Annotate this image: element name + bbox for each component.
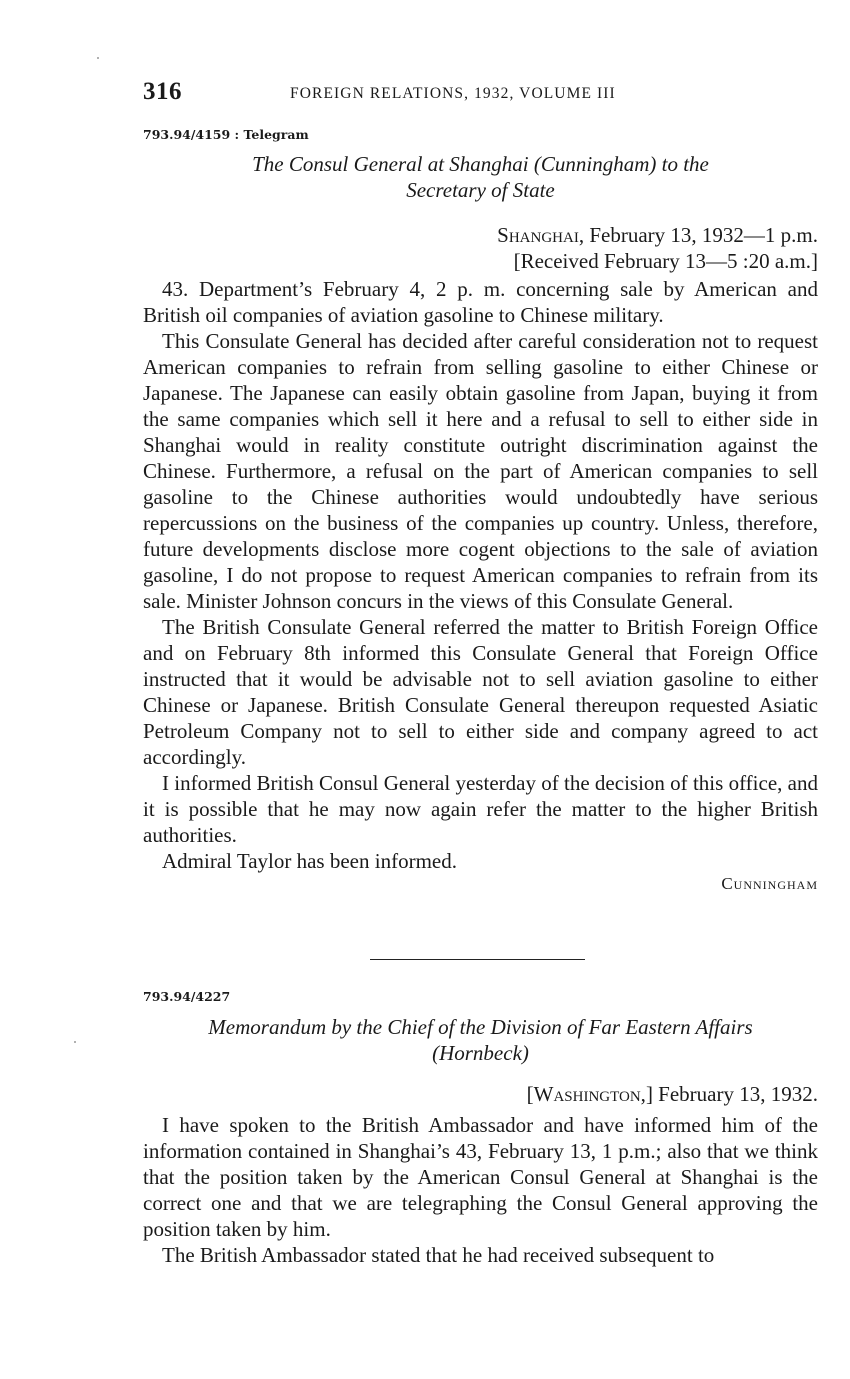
scan-speck [74, 1041, 76, 1043]
page-number: 316 [143, 78, 182, 105]
doc1-title [143, 151, 818, 203]
doc2-dateline [143, 1081, 818, 1107]
doc2-dateline-open: [ [526, 1082, 534, 1106]
scan-speck [97, 57, 99, 59]
doc1-title-line2: Secretary of State [406, 178, 555, 202]
doc2-body [143, 1112, 818, 1268]
doc2-title [143, 1014, 818, 1066]
doc2-title-line1: Memorandum by the Chief of the Division of Far Eastern Affairs [208, 1015, 753, 1039]
doc1-dateline-date: February 13, 1932—1 p.m. [584, 223, 818, 247]
doc2-title-line2: (Hornbeck) [432, 1041, 529, 1065]
doc1-title-line1: The Consul General at Shanghai (Cunningham) to the [252, 152, 709, 176]
doc1-paragraph: This Consulate General has decided after careful consideration not to request American companies to refrain from selling gasoline to either Chinese or Japanese. The Japanese can easily obtain gasoline from Japan, buying it from the same companies which sell it here and a refusal to sell to either side in Shanghai would in reality constitute outright discrimination against the Chinese. Furthermore, a refusal on the part of American companies to sell gasoline to the Chinese authorities would undoubtedly have serious repercussions on the business of the companies up country. Unless, therefore, future developments disclose more cogent objections to the sale of aviation gasoline, I do not propose to request American companies to refrain from its sale. Minister Johnson concurs in the views of this Consulate General. [143, 329, 818, 613]
running-head [143, 78, 818, 108]
doc2-file-ref: 793.94/4227 [143, 989, 231, 1004]
doc1-body [143, 276, 818, 894]
doc1-file-ref: 793.94/4159 : Telegram [143, 127, 309, 142]
doc1-paragraph: I informed British Consul General yesterday of the decision of this office, and it is possible that he may now again refer the matter to the higher British authorities. [143, 771, 818, 847]
doc1-paragraph: Admiral Taylor has been informed. [162, 849, 457, 873]
section-divider [370, 959, 585, 960]
doc2-paragraph: I have spoken to the British Ambassador and have informed him of the information contained in Shanghai’s 43, February 13, 1 p.m.; also that we think that the position taken by the American Consul General at Shanghai is the correct one and that we are telegraphing the Consul General approving the position taken by him. [143, 1113, 818, 1241]
doc2-dateline-date: ] February 13, 1932. [645, 1082, 818, 1106]
doc1-dateline-place: Shanghai, [497, 223, 585, 247]
doc1-paragraph: The British Consulate General referred the matter to British Foreign Office and on February 8th informed this Consulate General that Foreign Office instructed that it would be advisable not to sell aviation gasoline to either Chinese or Japanese. British Consulate General thereupon requested Asiatic Petroleum Company not to sell to either side and company agreed to act accordingly. [143, 615, 818, 769]
doc1-dateline-received: [Received February 13—5 :20 a.m.] [513, 249, 818, 273]
doc2-dateline-place: Washington, [533, 1082, 646, 1106]
doc1-signature: Cunningham [721, 874, 818, 893]
doc1-paragraph: 43. Department’s February 4, 2 p. m. concerning sale by American and British oil companies of aviation gasoline to Chinese military. [143, 277, 818, 327]
doc1-dateline-sent [143, 222, 818, 248]
doc2-paragraph: The British Ambassador stated that he had received subsequent to [162, 1243, 715, 1267]
running-title: FOREIGN RELATIONS, 1932, VOLUME III [290, 85, 616, 102]
doc1-dateline [143, 222, 818, 274]
